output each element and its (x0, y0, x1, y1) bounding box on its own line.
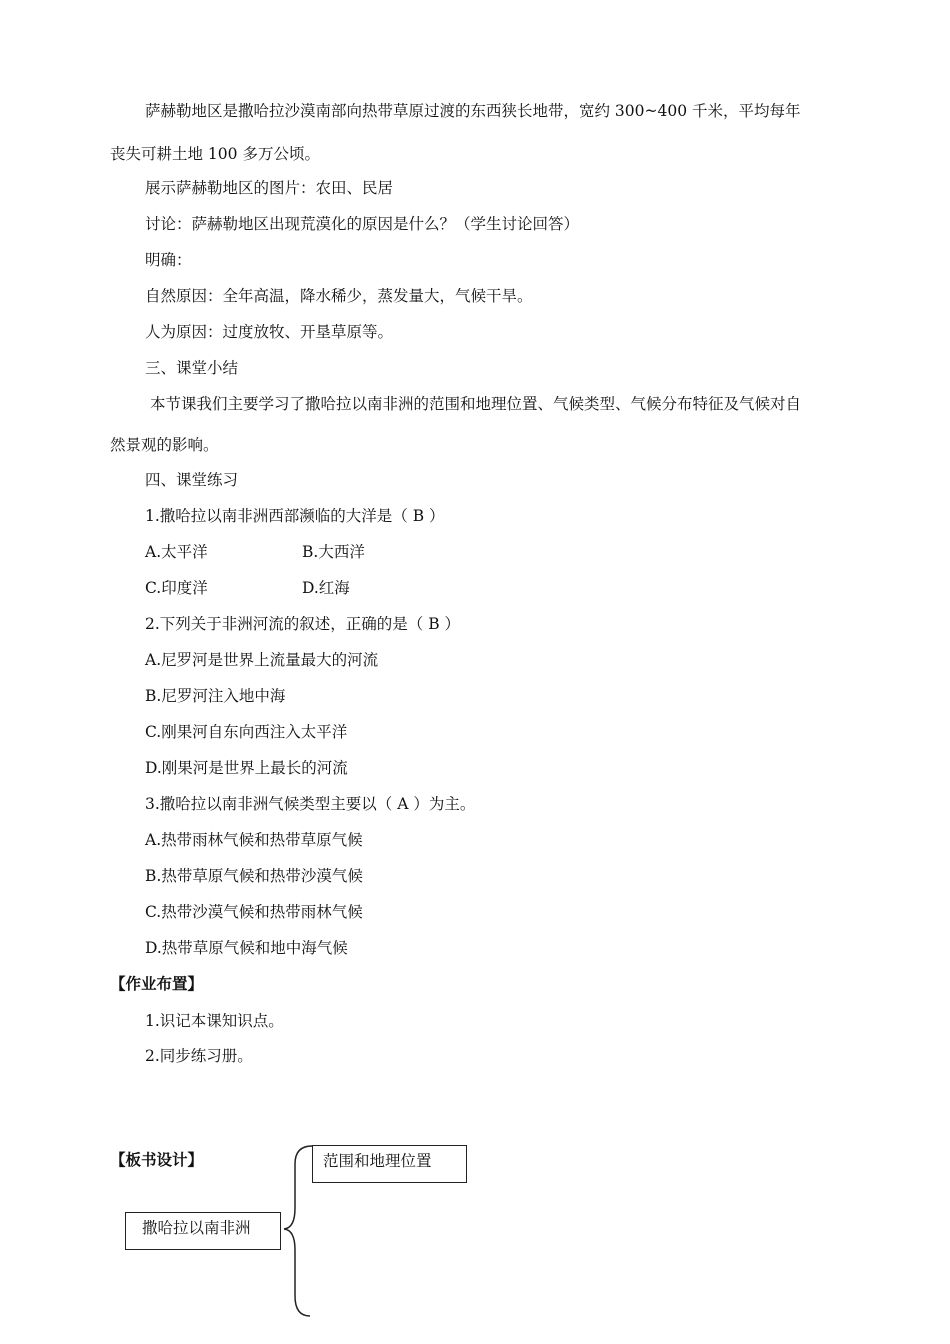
paragraph-1-line-1: 萨赫勒地区是撒哈拉沙漠南部向热带草原过渡的东西狭长地带，宽约 300~400 千米，平均每年 (145, 102, 801, 120)
board-main-box (125, 1212, 281, 1250)
question-3-option-d: D.热带草原气候和地中海气候 (145, 939, 348, 957)
summary-heading: 三、课堂小结 (145, 359, 239, 377)
question-1-option-d: D.红海 (302, 579, 350, 597)
question-1-stem: 1.撒哈拉以南非洲西部濒临的大洋是（ B ） (145, 507, 445, 525)
homework-heading: 【作业布置】 (110, 974, 204, 993)
paragraph-1-line-2: 丧失可耕土地 100 多万公顷。 (110, 145, 320, 163)
question-3-option-a: A.热带雨林气候和热带草原气候 (145, 831, 363, 849)
question-2-option-d: D.刚果河是世界上最长的河流 (145, 759, 348, 777)
show-pictures-text: 展示萨赫勒地区的图片：农田、民居 (145, 179, 394, 197)
homework-item-2: 2.同步练习册。 (145, 1047, 253, 1065)
question-2-stem: 2.下列关于非洲河流的叙述，正确的是（ B ） (145, 615, 461, 633)
board-heading: 【板书设计】 (110, 1150, 204, 1169)
question-3-option-b: B.热带草原气候和热带沙漠气候 (145, 867, 363, 885)
natural-causes-text: 自然原因：全年高温，降水稀少，蒸发量大，气候干旱。 (145, 287, 533, 305)
board-branch-box (312, 1145, 467, 1183)
human-causes-text: 人为原因：过度放牧、开垦草原等。 (145, 323, 394, 341)
discussion-text: 讨论：萨赫勒地区出现荒漠化的原因是什么？（学生讨论回答） (145, 215, 580, 233)
board-branch-label: 范围和地理位置 (323, 1152, 432, 1170)
summary-line-1: 本节课我们主要学习了撒哈拉以南非洲的范围和地理位置、气候类型、气候分布特征及气候对自 (150, 395, 802, 413)
question-3-option-c: C.热带沙漠气候和热带雨林气候 (145, 903, 363, 921)
question-1-option-b: B.大西洋 (302, 543, 365, 561)
question-1-option-a: A.太平洋 (145, 543, 208, 561)
exercise-heading: 四、课堂练习 (145, 471, 239, 489)
question-1-option-c: C.印度洋 (145, 579, 208, 597)
homework-item-1: 1.识记本课知识点。 (145, 1012, 284, 1030)
board-main-label: 撒哈拉以南非洲 (142, 1219, 251, 1237)
question-2-option-c: C.刚果河自东向西注入太平洋 (145, 723, 348, 741)
question-2-option-b: B.尼罗河注入地中海 (145, 687, 286, 705)
clarify-text: 明确： (145, 251, 192, 269)
question-3-stem: 3.撒哈拉以南非洲气候类型主要以（ A ）为主。 (145, 795, 476, 813)
question-2-option-a: A.尼罗河是世界上流量最大的河流 (145, 651, 379, 669)
summary-line-2: 然景观的影响。 (110, 436, 219, 454)
